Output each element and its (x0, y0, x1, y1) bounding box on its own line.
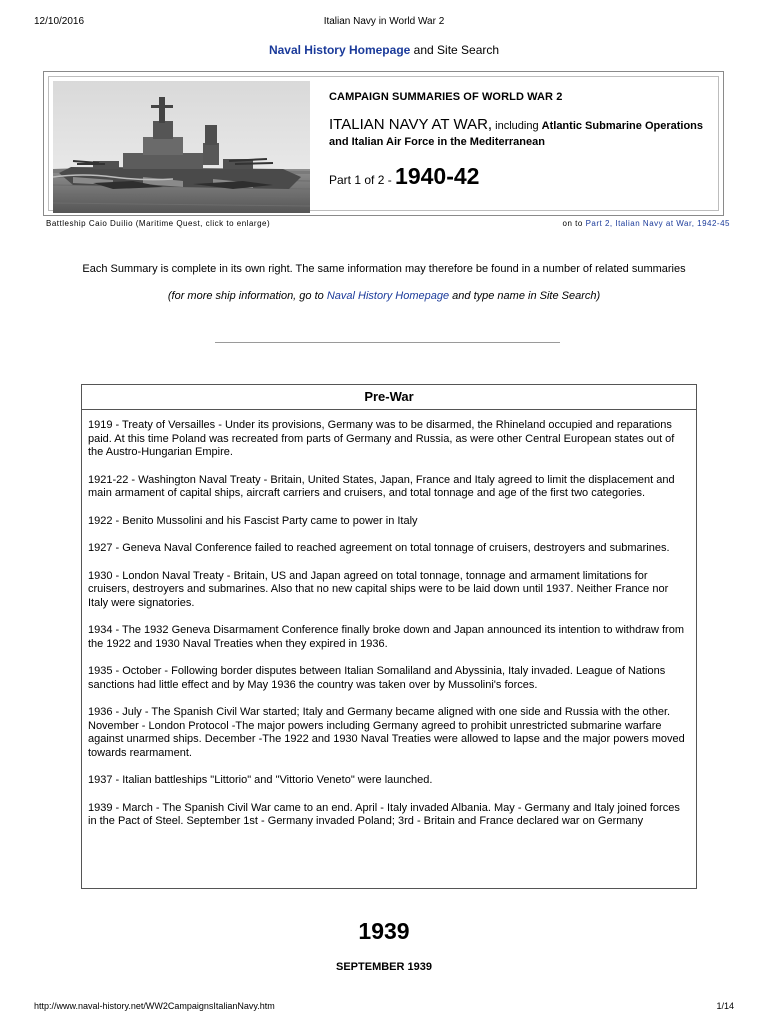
next-part-prefix: on to (562, 219, 586, 228)
main-title (329, 117, 710, 150)
year-heading: 1939 (358, 918, 410, 944)
naval-history-homepage-link[interactable]: Naval History Homepage (268, 43, 411, 57)
pdf-print-header (34, 16, 734, 30)
banner-text (329, 91, 710, 190)
prewar-entry: 1934 - The 1932 Geneva Disarmament Conference finally broke down and Japan announced its intention to withdraw from the 1922 and 1930 Naval Treaties when they expired in 1936. (88, 624, 684, 650)
title-banner-inner (48, 76, 719, 211)
prewar-entry: 1930 - London Naval Treaty - Britain, US and Japan agreed on total tonnage, tonnage and armament limitations for cruisers, destroyers and submarines. Also that no new capital ships were to be laid down until 1937. Neither France nor Italy were signatories. (88, 569, 669, 609)
prewar-body (82, 410, 696, 835)
campaign-summaries-label: CAMPAIGN SUMMARIES OF WORLD WAR 2 (329, 91, 563, 103)
title-banner (43, 71, 724, 216)
photo-caption: Battleship Caio Duilio (Maritime Quest, click to enlarge) (46, 219, 271, 228)
battleship-photo[interactable] (53, 81, 310, 213)
prewar-entry: 1919 - Treaty of Versailles - Under its provisions, Germany was to be disarmed, the Rhineland occupied and reparations paid. At this time Poland was recreated from parts of Germany and Russia, as were other Central European states out of the Austro-Hungarian Empire. (88, 419, 675, 458)
pdf-print-footer (34, 1001, 734, 1015)
prewar-entry: 1922 - Benito Mussolini and his Fascist Party came to power in Italy (88, 514, 418, 527)
prewar-entry: 1921-22 - Washington Naval Treaty - Britain, United States, Japan, France and Italy agreed to limit the displacement and main armament of capital ships, aircraft carriers and cruisers, and total tonnage and age of the first two categories. (88, 473, 675, 499)
prewar-entry: 1935 - October - Following border disputes between Italian Somaliland and Abyssinia, Italy invaded. League of Nations sanctions had little effect and by May 1936 the country was taken over by Mussolini's forces. (88, 665, 666, 691)
prewar-box (81, 384, 697, 889)
prewar-entry: 1939 - March - The Spanish Civil War came to an end. April - Italy invaded Albania. May - Germany and Italy joined forces in the Pact of Steel. September 1st - Germany invaded Poland; 3rd - Britain and France declared war on Germany (88, 801, 680, 827)
print-page-title: Italian Navy in World War 2 (323, 16, 445, 27)
next-part-line (563, 219, 730, 228)
print-page-number: 1/14 (716, 1001, 734, 1011)
prewar-entry: 1937 - Italian battleships "Littorio" and "Vittorio Veneto" were launched. (88, 774, 433, 786)
part-years: 1940-42 (395, 163, 480, 189)
prewar-entry: 1936 - July - The Spanish Civil War started; Italy and Germany became aligned with one side and Russia with the other. November - London Protocol -The major powers including Germany agreed to prohibit unrestricted submarine warfare against unarmed ships. December -The 1922 and 1930 Naval Treaties were allowed to lapse and the major powers moved towards rearmament. (88, 706, 685, 759)
main-title-subject: Atlantic Submarine Operations and Italian Air Force in the Mediterranean (329, 120, 704, 148)
prewar-entry: 1927 - Geneva Naval Conference failed to reached agreement on total tonnage of cruisers, destroyers and submarines. (88, 542, 670, 554)
part-indicator (329, 163, 710, 190)
ship-info-note (0, 290, 768, 302)
ship-info-prefix: (for more ship information, go to (167, 290, 327, 302)
print-url: http://www.naval-history.net/WW2CampaignsItalianNavy.htm (34, 1001, 275, 1011)
section-divider (215, 342, 560, 343)
month-heading: SEPTEMBER 1939 (336, 961, 432, 973)
main-title-big: ITALIAN NAVY AT WAR, (329, 116, 493, 133)
main-title-including: including (492, 120, 542, 132)
print-date: 12/10/2016 (34, 16, 85, 27)
next-part-link[interactable]: Part 2, Italian Navy at War, 1942-45 (585, 219, 730, 228)
ship-info-homepage-link[interactable]: Naval History Homepage (326, 290, 450, 302)
ship-info-suffix: and type name in Site Search) (449, 290, 601, 302)
prewar-heading: Pre-War (82, 385, 696, 410)
site-search-text: and Site Search (410, 43, 500, 57)
homepage-line (0, 43, 768, 57)
part-prefix: Part 1 of 2 - (329, 173, 396, 187)
summary-note: Each Summary is complete in its own right. The same information may therefore be found in a number of related summaries (82, 263, 686, 275)
